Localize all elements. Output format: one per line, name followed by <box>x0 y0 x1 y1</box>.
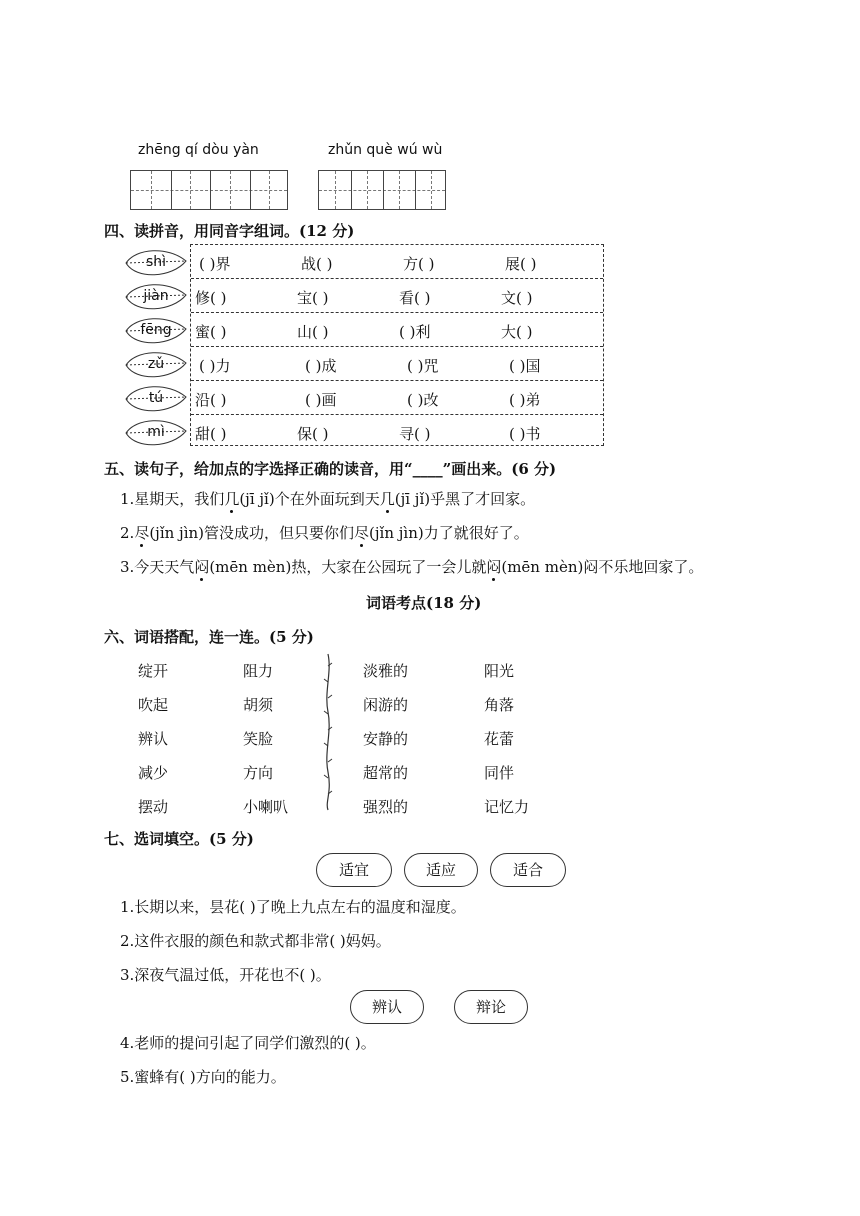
word-bubble: 适宜 <box>316 853 392 887</box>
table-row <box>191 245 603 279</box>
fill-sentence[interactable]: 2.这件衣服的颜色和款式都非常( )妈妈。 <box>120 932 391 950</box>
dotted-char: 尽 <box>134 524 150 542</box>
match-word[interactable]: 强烈的 <box>363 798 409 816</box>
match-word[interactable]: 笑脸 <box>243 730 274 748</box>
vine-divider <box>320 652 336 812</box>
match-word[interactable]: 记忆力 <box>484 798 530 816</box>
sentence-text: (jǐn jìn)管没成功，但只要你们 <box>149 524 355 542</box>
match-word[interactable]: 辨认 <box>138 730 169 748</box>
dotted-char: 闷 <box>194 558 210 576</box>
leaf-icon <box>122 316 190 346</box>
match-word[interactable]: 胡须 <box>243 696 274 714</box>
sentence-text: (jī jǐ)乎黑了才回家。 <box>394 490 536 508</box>
sentence-1 <box>120 488 535 509</box>
leaf-icon <box>122 248 190 278</box>
word-bubble: 适应 <box>404 853 478 887</box>
fill-blank[interactable]: 保( ) <box>297 425 329 443</box>
sentence-text: 2. <box>120 524 135 542</box>
match-word[interactable]: 超常的 <box>363 764 409 782</box>
section6-title: 六、词语搭配，连一连。(5 分) <box>104 628 314 646</box>
dotted-char: 尽 <box>354 524 370 542</box>
fill-blank[interactable]: 宝( ) <box>297 289 329 307</box>
writing-grid-left[interactable] <box>130 170 288 210</box>
fill-blank[interactable]: 文( ) <box>501 289 533 307</box>
fill-blank[interactable]: 甜( ) <box>195 425 227 443</box>
match-word[interactable]: 方向 <box>243 764 274 782</box>
section7-title: 七、选词填空。(5 分) <box>104 830 254 848</box>
dotted-char: 几 <box>379 490 395 508</box>
fill-blank[interactable]: ( )界 <box>199 255 231 273</box>
match-word[interactable]: 角落 <box>484 696 515 714</box>
word-bubble: 辩论 <box>454 990 528 1024</box>
match-word[interactable]: 阳光 <box>484 662 515 680</box>
fill-blank[interactable]: ( )国 <box>509 357 541 375</box>
fill-blank[interactable]: 战( ) <box>301 255 333 273</box>
fill-blank[interactable]: ( )成 <box>305 357 337 375</box>
match-word[interactable]: 同伴 <box>484 764 515 782</box>
pinyin-label-left: zhēng qí dòu yàn <box>138 142 259 158</box>
fill-blank[interactable]: ( )咒 <box>407 357 439 375</box>
fill-sentence[interactable]: 3.深夜气温过低，开花也不( )。 <box>120 966 331 984</box>
fill-blank[interactable]: ( )改 <box>407 391 439 409</box>
pinyin-feng: fēng <box>140 322 172 338</box>
fill-blank[interactable]: 看( ) <box>399 289 431 307</box>
match-word[interactable]: 花蕾 <box>484 730 515 748</box>
sentence-text: (mēn mèn)闷不乐地回家了。 <box>501 558 704 576</box>
sentence-2 <box>120 522 529 543</box>
fill-blank[interactable]: ( )书 <box>509 425 541 443</box>
sentence-text: (jī jǐ)个在外面玩到天 <box>239 490 380 508</box>
sentence-3 <box>120 556 703 577</box>
subtitle: 词语考点(18 分) <box>366 594 482 612</box>
fill-sentence[interactable]: 5.蜜蜂有( )方向的能力。 <box>120 1068 286 1086</box>
match-word[interactable]: 闲游的 <box>363 696 409 714</box>
match-word[interactable]: 绽开 <box>138 662 169 680</box>
pinyin-jian: jiàn <box>143 288 169 304</box>
sentence-text: (jǐn jìn)力了就很好了。 <box>369 524 529 542</box>
fill-blank[interactable]: 山( ) <box>297 323 329 341</box>
fill-blank[interactable]: 大( ) <box>501 323 533 341</box>
leaf-icon <box>122 418 190 448</box>
fill-blank[interactable]: 方( ) <box>403 255 435 273</box>
fill-blank[interactable]: ( )利 <box>399 323 431 341</box>
match-word[interactable]: 减少 <box>138 764 169 782</box>
pinyin-zu: zǔ <box>147 356 165 372</box>
table-row <box>191 380 603 414</box>
fill-blank[interactable]: ( )力 <box>199 357 231 375</box>
match-word[interactable]: 吹起 <box>138 696 169 714</box>
match-word[interactable]: 安静的 <box>363 730 409 748</box>
match-word[interactable]: 淡雅的 <box>363 662 409 680</box>
fill-blank[interactable]: 沿( ) <box>195 391 227 409</box>
pinyin-tu: tú <box>148 390 164 406</box>
pinyin-label-right: zhǔn què wú wù <box>328 142 443 158</box>
section4-title: 四、读拼音，用同音字组词。(12 分) <box>104 222 355 240</box>
leaf-icon <box>122 384 190 414</box>
table-row <box>191 346 603 380</box>
fill-blank[interactable]: ( )弟 <box>509 391 541 409</box>
sentence-text: 1.星期天，我们 <box>120 490 225 508</box>
leaf-icon <box>122 350 190 380</box>
fill-sentence[interactable]: 1.长期以来，昙花( )了晚上九点左右的温度和湿度。 <box>120 898 466 916</box>
word-bubble: 辨认 <box>350 990 424 1024</box>
fill-blank[interactable]: ( )画 <box>305 391 337 409</box>
pinyin-shi: shì <box>145 254 167 270</box>
fill-blank[interactable]: 寻( ) <box>399 425 431 443</box>
section5-title: 五、读句子，给加点的字选择正确的读音，用“____”画出来。(6 分) <box>104 460 557 478</box>
leaf-icon <box>122 282 190 312</box>
word-bubble: 适合 <box>490 853 566 887</box>
table-row <box>191 312 603 346</box>
match-word[interactable]: 阻力 <box>243 662 274 680</box>
fill-blank[interactable]: 修( ) <box>195 289 227 307</box>
pinyin-mi: mì <box>147 424 165 440</box>
match-word[interactable]: 小喇叭 <box>243 798 289 816</box>
fill-blank[interactable]: 蜜( ) <box>195 323 227 341</box>
sentence-text: (mēn mèn)热，大家在公园玩了一会儿就 <box>209 558 487 576</box>
writing-grid-right[interactable] <box>318 170 446 210</box>
fill-sentence[interactable]: 4.老师的提问引起了同学们激烈的( )。 <box>120 1034 376 1052</box>
table-row <box>191 414 603 448</box>
match-word[interactable]: 摆动 <box>138 798 169 816</box>
fill-blank[interactable]: 展( ) <box>505 255 537 273</box>
word-fill-table <box>190 244 604 446</box>
sentence-text: 3.今天天气 <box>120 558 195 576</box>
table-row <box>191 278 603 312</box>
dotted-char: 几 <box>224 490 240 508</box>
dotted-char: 闷 <box>486 558 502 576</box>
